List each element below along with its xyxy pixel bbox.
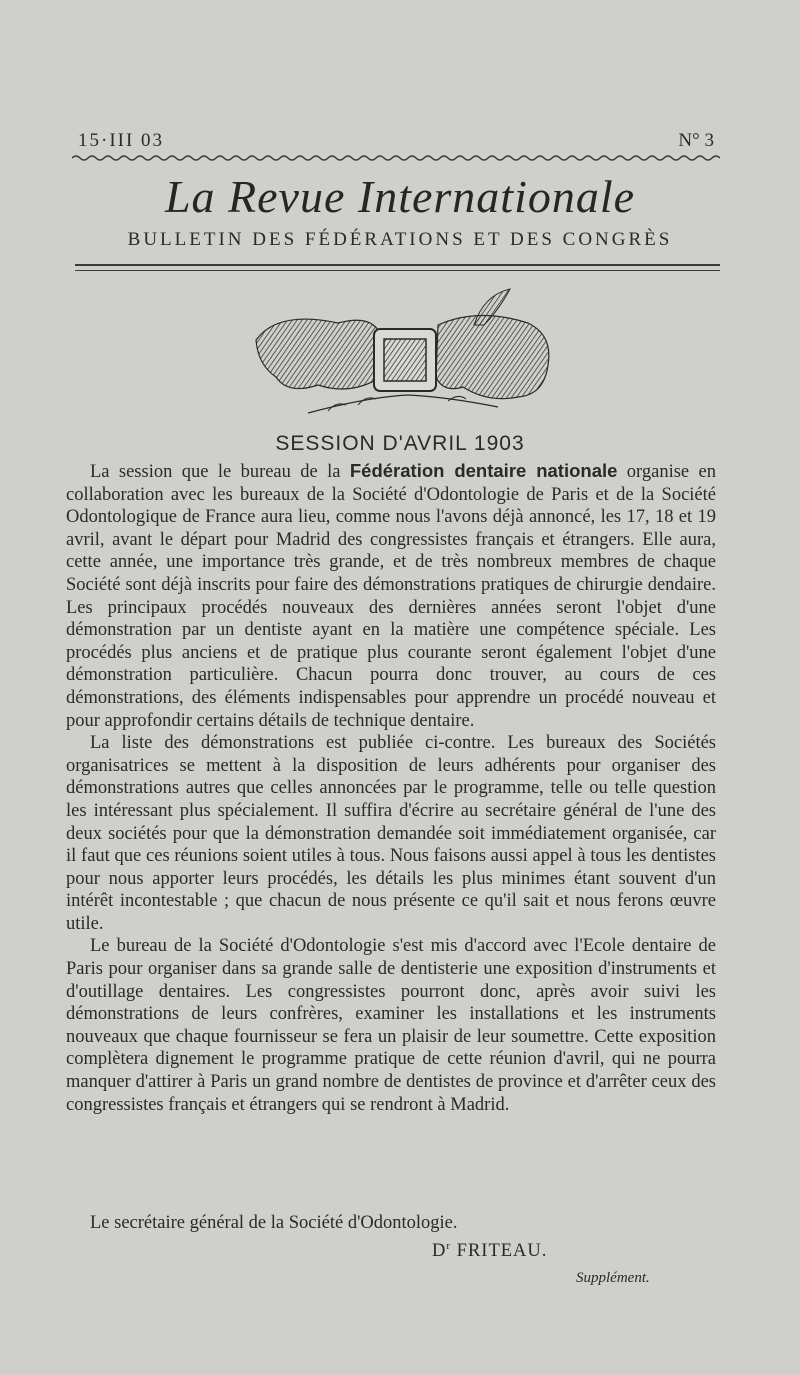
double-rule-bottom bbox=[75, 270, 720, 271]
article-body bbox=[66, 460, 716, 1116]
signature-line: Le secrétaire général de la Société d'Odontologie. bbox=[90, 1213, 458, 1233]
issue-number: N° 3 bbox=[678, 130, 714, 151]
article-heading: SESSION D'AVRIL 1903 bbox=[275, 432, 525, 455]
double-rule-top bbox=[75, 264, 720, 266]
federation-name: Fédération dentaire nationale bbox=[349, 460, 618, 481]
paragraph-2: La liste des démonstrations est publiée ci-contre. Les bureaux des Sociétés organisatrices se mettent à la disposition de leurs adhérents pour organiser des démonstrations autres que celles annoncées par le programme, telle ou telle question les intéressant plus spécialement. Il suffira d'écrire au secrétaire général de l'une des deux sociétés pour que la démonstration demandée soit immédiatement organisée, car il faut que ces réunions soient utiles à tous. Nous faisons aussi appel à tous les dentistes pour nous apporter leurs procédés, les détails les plus minimes étant souvent d'un intérêt incontestable ; que chacun de nous présente ce qu'il sait et nous ferons œuvre utile. bbox=[66, 733, 716, 934]
paragraph-1: La session que le bureau de la Fédération dentaire nationale organise en collaboration avec les bureaux de la Société d'Odontologie de Paris et de la Société Odontologique de France aura lieu, comme nous l'avons déjà annoncé, les 17, 18 et 19 avril, avant le départ pour Madrid des congressistes français et étrangers. Elle aura, cette année, une importance très grande, et de très nombreux membres de chaque Société sont déjà inscrits pour faire des démonstrations pratiques de chirurgie dendaire. Les principaux procédés nouveaux des dernières années seront l'objet d'une démonstration par un dentiste ayant en la matière une compétence spéciale. Les procédés plus anciens et de pratique plus courante seront également l'objet d'une démonstration particulière. Chacun pourra donc trouver, au cours de ces démonstrations, des éléments indispensables pour apprendre un procédé nouveau et pour approfondir certains détails de technique dentaire. bbox=[66, 460, 716, 731]
paragraph-3: Le bureau de la Société d'Odontologie s'est mis d'accord avec l'Ecole dentaire de Paris pour organiser dans sa grande salle de dentisterie une exposition d'instruments et d'outillage dentaires. Les congressistes pourront donc, après avoir suivi les démonstrations de leurs confrères, examiner les installations et les instruments nouveaux que chaque fournisseur se fera un plaisir de leur soumettre. Cette exposition complètera dignement le programme pratique de cette réunion d'avril, qui ne pourra manquer d'attirer à Paris un grand nombre de dentistes de province et d'arrêter ceux des congressistes français et étrangers qui se rendront à Madrid. bbox=[66, 936, 716, 1115]
wavy-rule bbox=[72, 153, 720, 163]
fdn-logo bbox=[248, 285, 568, 425]
publication-subtitle: BULLETIN DES FÉDÉRATIONS ET DES CONGRÈS bbox=[127, 229, 673, 250]
signature-name: $D^r$ FRITEAU. bbox=[432, 1240, 548, 1262]
publication-title: La Revue Internationale bbox=[164, 171, 636, 222]
issue-date: 15·III 03 bbox=[78, 130, 165, 151]
supplement-note: Supplément. bbox=[576, 1270, 650, 1286]
